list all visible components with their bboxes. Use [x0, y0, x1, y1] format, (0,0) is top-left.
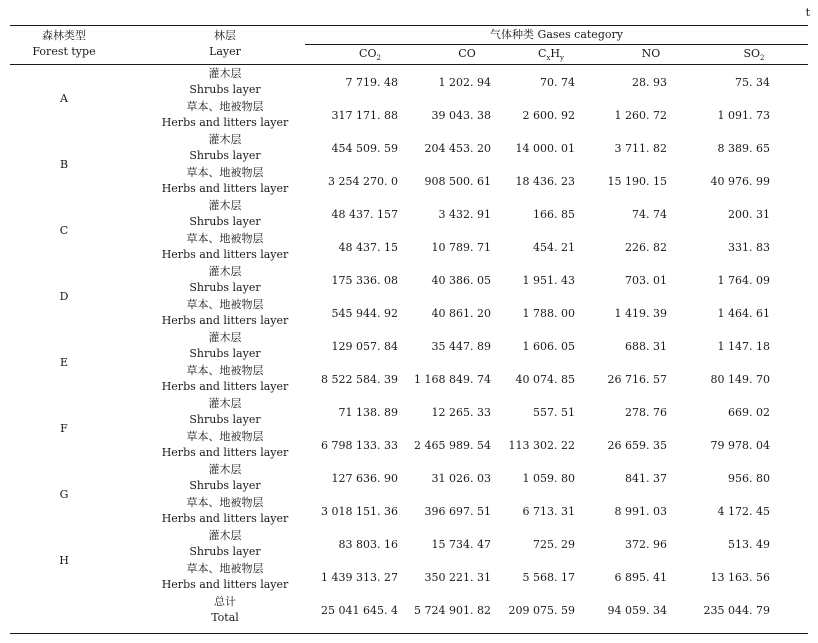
table-cell: 513. 49 — [728, 538, 770, 551]
layer-label-en: Herbs and litters layer — [161, 248, 289, 261]
table-cell: 908 500. 61 — [424, 175, 491, 188]
table-cell: 545 944. 92 — [331, 307, 398, 320]
table-cell: 40 861. 20 — [431, 307, 491, 320]
table-cell: 703. 01 — [625, 274, 667, 287]
layer-label-cn: 草本、地被物层 — [186, 166, 264, 179]
layer-label-en: Herbs and litters layer — [161, 380, 289, 393]
forest-type-group — [0, 198, 818, 264]
layer-label-cn: 灌木层 — [208, 397, 242, 410]
layer-label-cn: 灌木层 — [208, 463, 242, 476]
layer-label-en: Shrubs layer — [189, 479, 261, 492]
table-cell: 372. 96 — [625, 538, 667, 551]
layer-label-cn: 草本、地被物层 — [186, 232, 264, 245]
table-bottom-rule — [10, 633, 808, 634]
table-cell: 1 091. 73 — [717, 109, 770, 122]
table-cell: 74. 74 — [632, 208, 667, 221]
layer-label — [150, 297, 300, 329]
layer-label-cn: 灌木层 — [208, 529, 242, 542]
layer-label — [150, 396, 300, 428]
header-layer-en: Layer — [209, 45, 241, 58]
table-cell: 40 074. 85 — [515, 373, 575, 386]
table-cell: 331. 83 — [728, 241, 770, 254]
table-cell: 1 764. 09 — [717, 274, 770, 287]
forest-type-label: H — [59, 554, 69, 567]
table-cell: 15 190. 15 — [607, 175, 667, 188]
table-row — [0, 264, 818, 297]
table-cell: 350 221. 31 — [424, 571, 491, 584]
table-cell: 129 057. 84 — [331, 340, 398, 353]
table-row — [0, 528, 818, 561]
gas-header-3 — [611, 46, 691, 62]
total-cell: 235 044. 79 — [703, 604, 770, 617]
layer-label — [150, 561, 300, 593]
header-forest-type-en: Forest type — [32, 45, 96, 58]
table-row — [0, 231, 818, 264]
layer-label-cn: 灌木层 — [208, 265, 242, 278]
layer-label-cn: 灌木层 — [208, 199, 242, 212]
table-cell: 2 600. 92 — [522, 109, 575, 122]
table-cell: 13 163. 56 — [710, 571, 770, 584]
forest-type-group — [0, 132, 818, 198]
table-cell: 14 000. 01 — [515, 142, 575, 155]
layer-label — [150, 495, 300, 527]
table-cell: 8 522 584. 39 — [321, 373, 398, 386]
table-row — [0, 462, 818, 495]
table-cell: 1 439 313. 27 — [321, 571, 398, 584]
forest-type-group — [0, 396, 818, 462]
layer-label-en: Herbs and litters layer — [161, 314, 289, 327]
table-cell: 70. 74 — [540, 76, 575, 89]
table-cell: 26 659. 35 — [607, 439, 667, 452]
table-row — [0, 66, 818, 99]
forest-type-label: G — [59, 488, 69, 501]
layer-label-en: Shrubs layer — [189, 149, 261, 162]
table-cell: 10 789. 71 — [431, 241, 491, 254]
table-cell: 200. 31 — [728, 208, 770, 221]
table-cell: 3 432. 91 — [438, 208, 491, 221]
layer-label — [150, 363, 300, 395]
layer-label-cn: 灌木层 — [208, 133, 242, 146]
forest-type-group — [0, 462, 818, 528]
total-label-cn: 总计 — [214, 595, 236, 608]
gas-symbol: CO — [458, 47, 476, 60]
table-cell: 841. 37 — [625, 472, 667, 485]
total-label-en: Total — [211, 611, 239, 624]
layer-label-en: Herbs and litters layer — [161, 512, 289, 525]
header-layer-cn: 林层 — [214, 29, 236, 42]
gas-symbol: SO — [743, 47, 761, 60]
table-cell: 1 168 849. 74 — [414, 373, 491, 386]
table-cell: 31 026. 03 — [431, 472, 491, 485]
gas-symbol: CO — [359, 47, 377, 60]
table-cell: 278. 76 — [625, 406, 667, 419]
table-cell: 48 437. 15 — [338, 241, 398, 254]
table-row — [0, 297, 818, 330]
forest-type-label: B — [59, 158, 69, 171]
table-cell: 18 436. 23 — [515, 175, 575, 188]
table-cell: 175 336. 08 — [331, 274, 398, 287]
table-cell: 204 453. 20 — [424, 142, 491, 155]
gas-column-headers — [0, 46, 818, 64]
table-cell: 1 260. 72 — [614, 109, 667, 122]
table-row — [0, 330, 818, 363]
table-cell: 396 697. 51 — [424, 505, 491, 518]
table-cell: 557. 51 — [533, 406, 575, 419]
table-cell: 12 265. 33 — [431, 406, 491, 419]
forest-type-group — [0, 330, 818, 396]
layer-label — [150, 462, 300, 494]
table-cell: 40 976. 99 — [710, 175, 770, 188]
table-cell: 75. 34 — [735, 76, 770, 89]
table-cell: 6 895. 41 — [614, 571, 667, 584]
table-cell: 7 719. 48 — [345, 76, 398, 89]
layer-label — [150, 198, 300, 230]
table-cell: 127 636. 90 — [331, 472, 398, 485]
table-cell: 166. 85 — [533, 208, 575, 221]
table-cell: 1 202. 94 — [438, 76, 491, 89]
table-cell: 6 713. 31 — [522, 505, 575, 518]
header-gases-title: 气体种类 Gases category — [490, 28, 623, 41]
total-cell: 209 075. 59 — [508, 604, 575, 617]
table-cell: 71 138. 89 — [338, 406, 398, 419]
layer-label — [150, 528, 300, 560]
gas-subscript: 2 — [376, 54, 381, 63]
layer-label — [150, 264, 300, 296]
table-cell: 5 568. 17 — [522, 571, 575, 584]
table-cell: 317 171. 88 — [331, 109, 398, 122]
table-cell: 226. 82 — [625, 241, 667, 254]
table-cell: 3 254 270. 0 — [328, 175, 398, 188]
table-cell: 28. 93 — [632, 76, 667, 89]
forest-type-label: A — [60, 92, 68, 105]
forest-type-label: C — [59, 224, 69, 237]
forest-type-label: E — [59, 356, 69, 369]
table-cell: 35 447. 89 — [431, 340, 491, 353]
table-cell: 688. 31 — [625, 340, 667, 353]
table-row — [0, 561, 818, 594]
header-forest-type-cn: 森林类型 — [42, 29, 86, 42]
table-cell: 15 734. 47 — [431, 538, 491, 551]
table-cell: 1 788. 00 — [522, 307, 575, 320]
table-cell: 1 606. 05 — [522, 340, 575, 353]
layer-label-en: Herbs and litters layer — [161, 182, 289, 195]
layer-label-en: Shrubs layer — [189, 281, 261, 294]
layer-label-cn: 草本、地被物层 — [186, 298, 264, 311]
gas-symbol: NO — [641, 47, 661, 60]
forest-type-group — [0, 66, 818, 132]
forest-type-group — [0, 264, 818, 330]
gas-subscript-2: y — [560, 54, 564, 63]
layer-label — [150, 99, 300, 131]
table-body — [0, 66, 818, 632]
table-row — [0, 396, 818, 429]
table-cell: 6 798 133. 33 — [321, 439, 398, 452]
forest-type-label: F — [60, 422, 68, 435]
layer-label-cn: 灌木层 — [208, 331, 242, 344]
layer-label-en: Herbs and litters layer — [161, 446, 289, 459]
layer-label-cn: 草本、地被物层 — [186, 100, 264, 113]
gas-header-1 — [427, 46, 507, 62]
total-cell: 25 041 645. 4 — [321, 604, 398, 617]
gas-symbol: C — [538, 47, 547, 60]
table-cell: 454 509. 59 — [331, 142, 398, 155]
table-row — [0, 132, 818, 165]
gas-symbol-2: H — [550, 47, 560, 60]
layer-label-en: Herbs and litters layer — [161, 578, 289, 591]
table-row — [0, 99, 818, 132]
table-cell: 2 465 989. 54 — [414, 439, 491, 452]
table-cell: 1 464. 61 — [717, 307, 770, 320]
header-bottom-rule — [10, 64, 808, 65]
table-cell: 4 172. 45 — [717, 505, 770, 518]
layer-label — [150, 66, 300, 98]
total-cell: 5 724 901. 82 — [414, 604, 491, 617]
table-cell: 79 978. 04 — [710, 439, 770, 452]
table-cell: 113 302. 22 — [508, 439, 575, 452]
table-cell: 3 018 151. 36 — [321, 505, 398, 518]
gas-subscript: 2 — [760, 54, 765, 63]
table-cell: 48 437. 157 — [331, 208, 398, 221]
table-row — [0, 495, 818, 528]
layer-label — [150, 165, 300, 197]
layer-label-cn: 草本、地被物层 — [186, 496, 264, 509]
layer-label-en: Shrubs layer — [189, 413, 261, 426]
layer-label-en: Shrubs layer — [189, 215, 261, 228]
table-cell: 1 419. 39 — [614, 307, 667, 320]
table-cell: 669. 02 — [728, 406, 770, 419]
total-label — [150, 594, 300, 626]
table-cell: 1 951. 43 — [522, 274, 575, 287]
table-cell: 8 991. 03 — [614, 505, 667, 518]
header-gases-rule — [305, 44, 808, 45]
table-cell: 83 803. 16 — [338, 538, 398, 551]
forest-type-group — [0, 528, 818, 594]
layer-label-cn: 灌木层 — [208, 67, 242, 80]
table-row — [0, 165, 818, 198]
layer-label-cn: 草本、地被物层 — [186, 364, 264, 377]
table-cell: 725. 29 — [533, 538, 575, 551]
forest-type-label: D — [59, 290, 69, 303]
layer-label-cn: 草本、地被物层 — [186, 562, 264, 575]
table-cell: 8 389. 65 — [717, 142, 770, 155]
layer-label — [150, 231, 300, 263]
table-cell: 3 711. 82 — [614, 142, 667, 155]
total-cell: 94 059. 34 — [607, 604, 667, 617]
table-row — [0, 429, 818, 462]
table-row — [0, 198, 818, 231]
table-cell: 1 147. 18 — [717, 340, 770, 353]
layer-label-en: Shrubs layer — [189, 347, 261, 360]
total-row — [0, 594, 818, 627]
table-cell: 454. 21 — [533, 241, 575, 254]
table-row — [0, 363, 818, 396]
layer-label-en: Shrubs layer — [189, 545, 261, 558]
table-cell: 39 043. 38 — [431, 109, 491, 122]
table-cell: 1 059. 80 — [522, 472, 575, 485]
layer-label-en: Herbs and litters layer — [161, 116, 289, 129]
table-cell: 80 149. 70 — [710, 373, 770, 386]
table-cell: 956. 80 — [728, 472, 770, 485]
layer-label — [150, 429, 300, 461]
unit-label: t — [805, 6, 810, 19]
layer-label — [150, 132, 300, 164]
layer-label-cn: 草本、地被物层 — [186, 430, 264, 443]
layer-label-en: Shrubs layer — [189, 83, 261, 96]
table-cell: 40 386. 05 — [431, 274, 491, 287]
layer-label — [150, 330, 300, 362]
gas-subscript: x — [546, 54, 551, 63]
table-cell: 26 716. 57 — [607, 373, 667, 386]
